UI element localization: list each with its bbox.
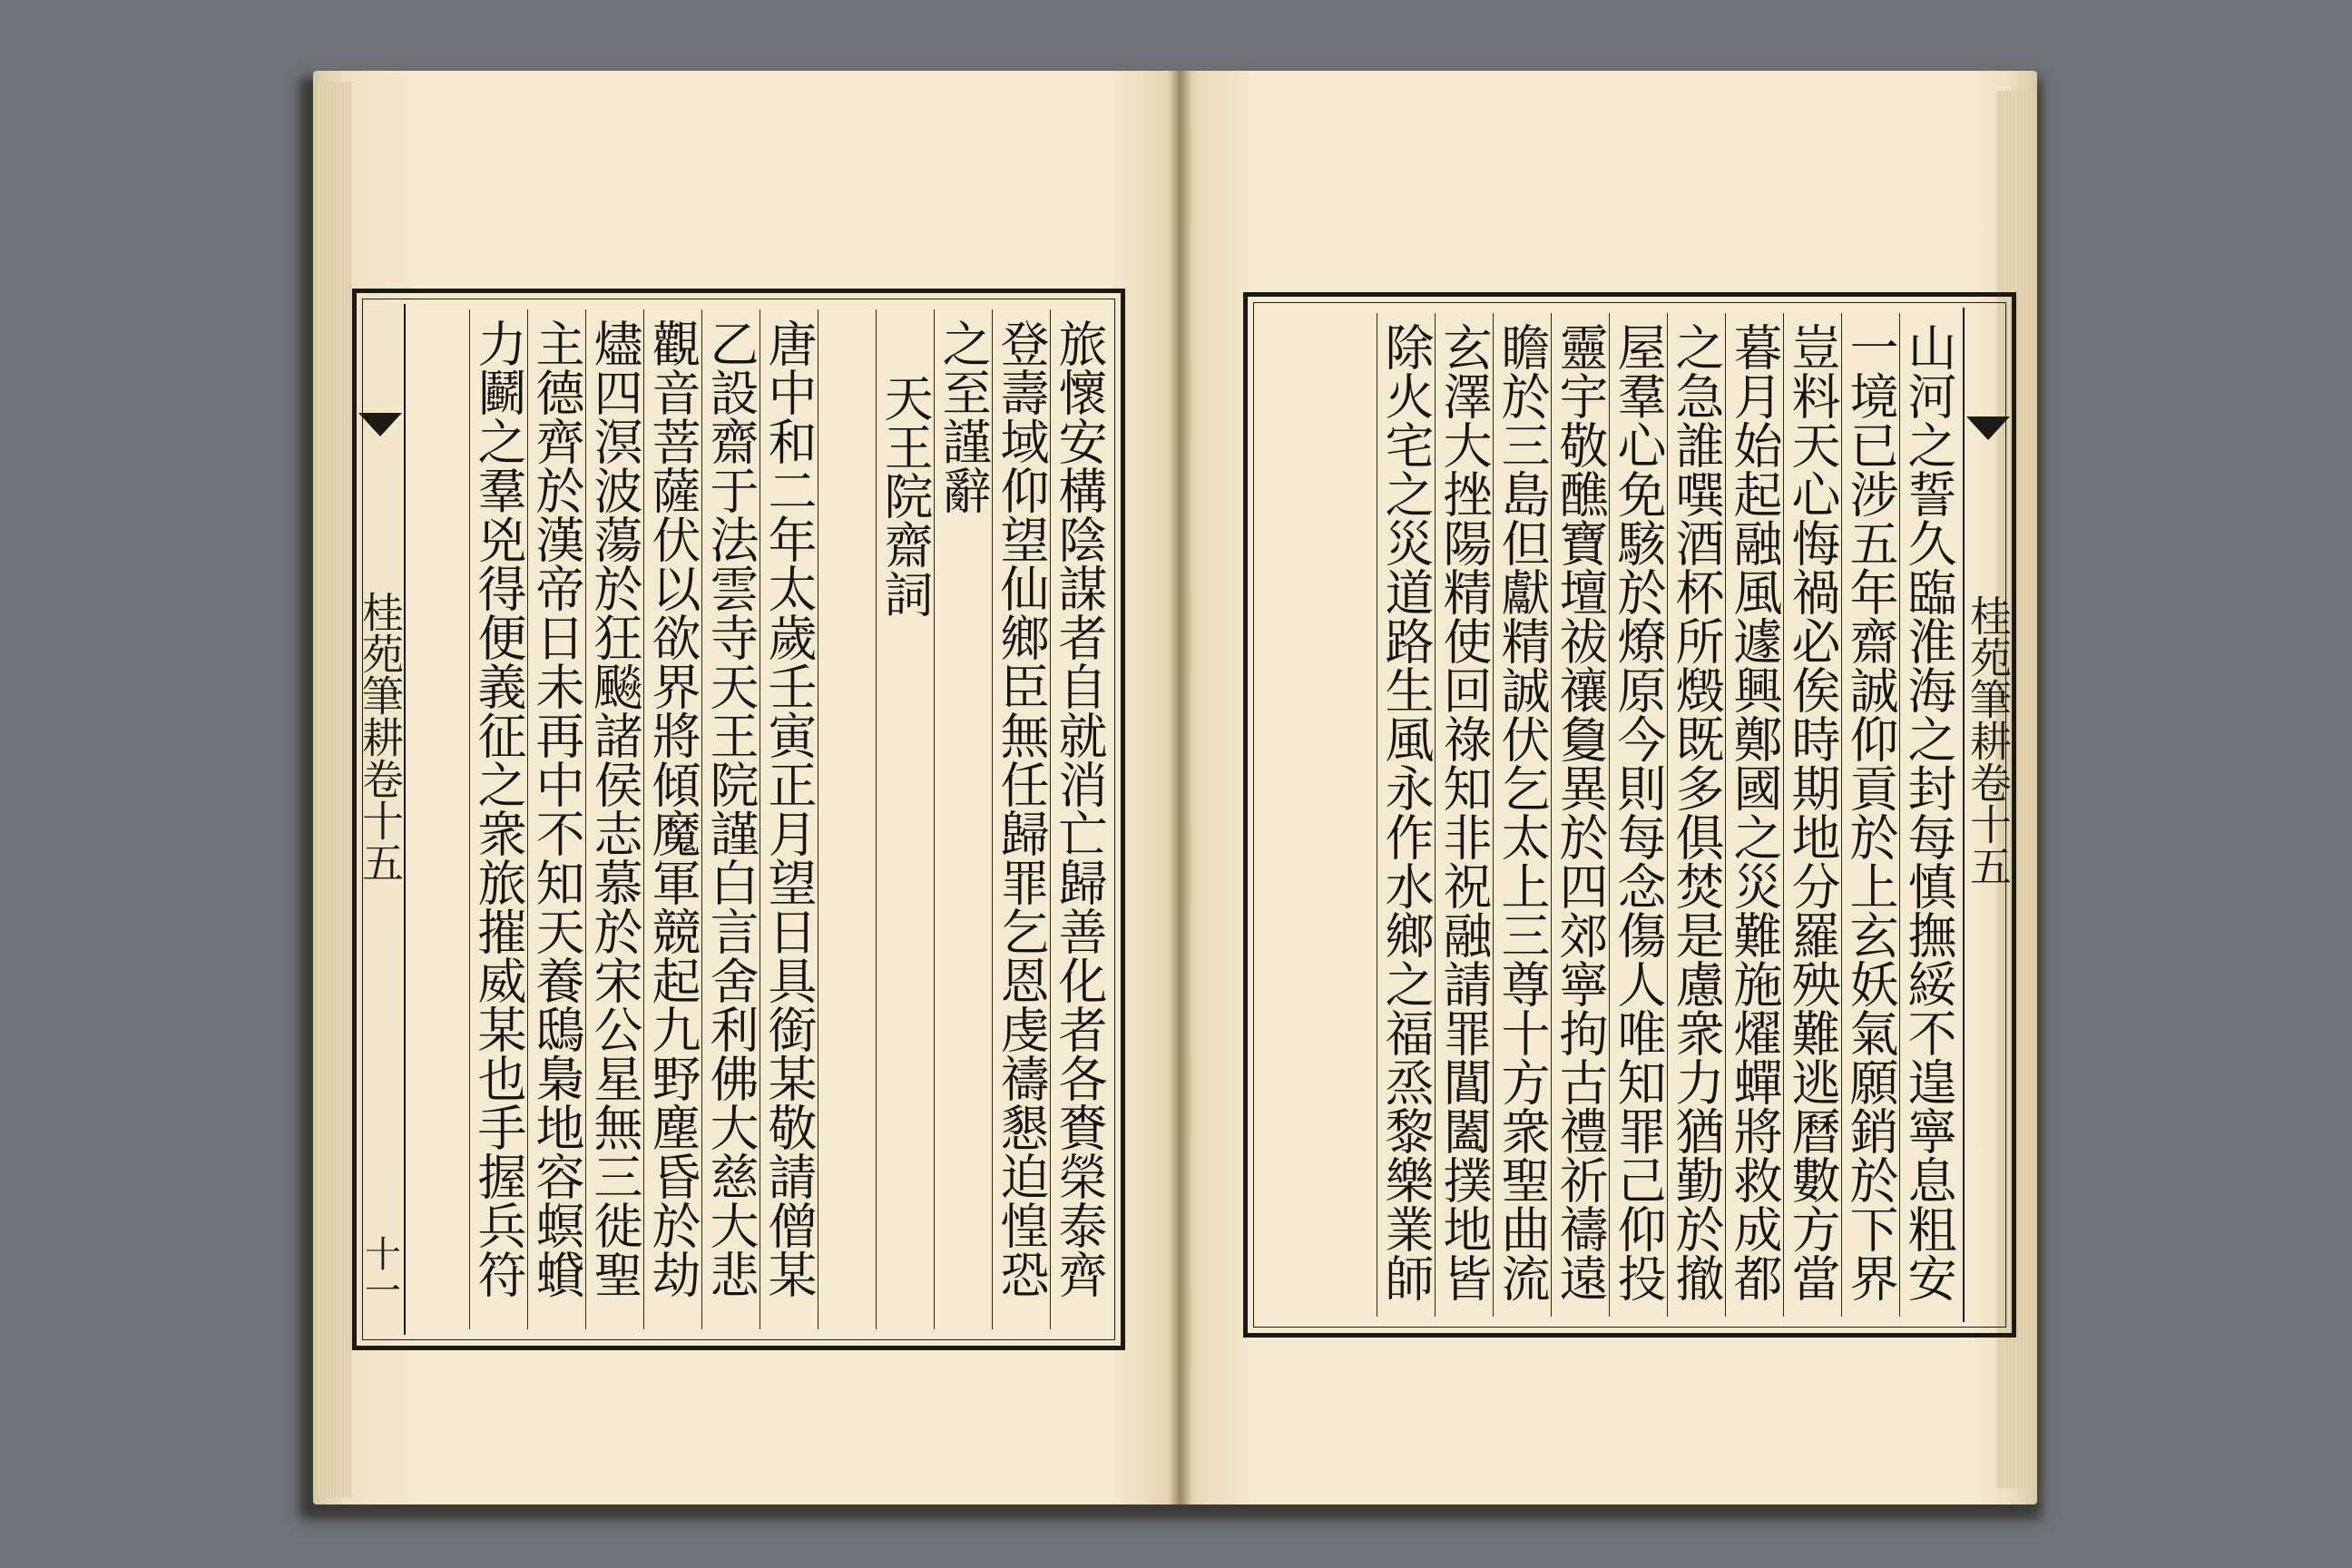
- left-col-9: 燼四溟波蕩於狂飈諸侯志慕於宋公星無三徙聖: [585, 309, 643, 1329]
- right-col-9: 玄澤大挫陽精使回祿知非祝融請罪閶闔撲地皆: [1435, 313, 1493, 1317]
- right-text-frame: [1243, 292, 2016, 1338]
- book-gutter: [1169, 71, 1192, 1504]
- right-fold-margin: [1963, 308, 2012, 1322]
- left-col-10: 主德齊於漢帝日未再中不知天養鴟梟地容螟蟘: [527, 309, 585, 1329]
- right-col-1: 山河之誓久臨淮海之封每慎撫綏不遑寧息粗安: [1899, 313, 1957, 1317]
- left-col-1: 旅懷安構陰謀者自就消亡歸善化者各賚榮泰齊: [1050, 309, 1108, 1329]
- left-col-6: 唐中和二年太歲壬寅正月望日具銜某敬請僧某: [760, 309, 818, 1329]
- left-col-2: 登壽域仰望仙鄉臣無任歸罪乞恩虔禱懇迫惶恐: [992, 309, 1050, 1329]
- right-col-8: 瞻於三島但獻精誠伏乞太上三尊十方衆聖曲流: [1493, 313, 1551, 1317]
- right-col-3: 豈料天心悔禍必俟時期地分羅殃難逃曆數方當: [1783, 313, 1841, 1317]
- right-col-2: 一境已涉五年齋誠仰貢於上玄妖氣願銷於下界: [1841, 313, 1899, 1317]
- left-col-3: 之至謹辭: [934, 309, 992, 1329]
- left-fold-margin: [357, 304, 406, 1335]
- right-col-4: 暮月始起融風遽興鄭國之災難施燿蟬將救成都: [1725, 313, 1783, 1317]
- left-folio-number: 十一: [358, 1235, 401, 1308]
- left-col-5: [818, 309, 876, 1329]
- right-col-6: 屋羣心免駭於燎原今則每念傷人唯知罪己仰投: [1609, 313, 1667, 1317]
- right-col-7: 靈宇敬醮寶壇祓禳敻異於四郊寧拘古禮祈禱遠: [1551, 313, 1609, 1317]
- right-fold-title: 桂苑筆耕卷十五: [1964, 594, 2013, 887]
- right-col-5: 之急誰噀酒杯所燬既多俱焚是慮衆力猶勤於撤: [1667, 313, 1725, 1317]
- left-text-columns: [411, 309, 1108, 1329]
- right-col-10: 除火宅之災道路生風永作水鄉之福烝黎樂業師: [1377, 313, 1435, 1317]
- left-page-edges: [318, 82, 352, 1497]
- left-col-11: 力鬬之羣兇得便義征之衆旅摧威某也手握兵符: [469, 309, 527, 1329]
- fish-tail-mark: [1966, 416, 2010, 440]
- left-col-heading: 天王院齋詞: [876, 309, 934, 1329]
- fish-tail-mark: [358, 413, 402, 436]
- left-fold-title: 桂苑筆耕卷十五: [356, 591, 405, 883]
- right-text-columns: [1260, 313, 1957, 1317]
- left-col-8: 觀音菩薩伏以欲界將傾魔軍競起九野塵昏於劫: [643, 309, 701, 1329]
- left-text-frame: [352, 289, 1125, 1350]
- left-col-7: 乙設齋于法雲寺天王院謹白言舍利佛大慈大悲: [701, 309, 760, 1329]
